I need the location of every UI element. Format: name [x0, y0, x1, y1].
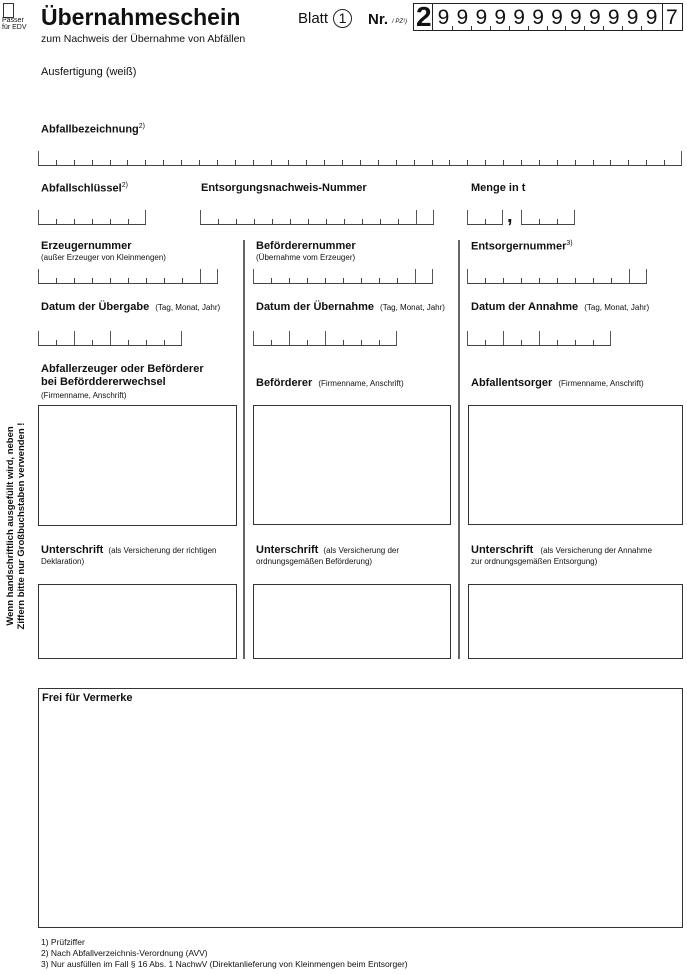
comb-tick	[503, 278, 504, 283]
digit-tick	[641, 26, 642, 30]
comb-tick	[128, 340, 129, 345]
comb-tick	[56, 160, 57, 165]
comb-tick	[326, 219, 327, 224]
comb-tick	[539, 160, 540, 165]
comb-tick	[629, 269, 630, 283]
takeover-date-hint: (Tag, Monat, Jahr)	[380, 303, 445, 312]
digit-tick	[622, 26, 623, 30]
comb-edge	[574, 210, 575, 224]
comb-tick	[575, 160, 576, 165]
document-number-digit: 9	[456, 6, 469, 29]
comb-tick	[503, 160, 504, 165]
disposer-address-label	[471, 377, 644, 389]
document-number-digit: 9	[570, 6, 582, 29]
comb-tick	[343, 340, 344, 345]
carrier-signature-hint-line2: ordnungsgemäßen Beförderung)	[256, 557, 373, 566]
handover-date-label-text: Datum der Übergabe	[41, 301, 150, 313]
comb-tick	[289, 278, 290, 283]
comb-edge	[467, 331, 468, 345]
comb-tick	[361, 340, 362, 345]
document-number-prefix: 2	[416, 1, 432, 32]
footnote-1: 1) Prüfziffer	[41, 937, 85, 947]
producer-signature-label-text: Unterschrift	[41, 544, 104, 556]
comb-tick	[467, 160, 468, 165]
comb-tick	[398, 219, 399, 224]
comb-tick	[128, 219, 129, 224]
handover-date-label	[41, 301, 220, 313]
comb-tick	[200, 269, 201, 283]
comb-tick	[342, 160, 343, 165]
column-divider-2	[458, 240, 460, 659]
sheet-label: Blatt	[298, 10, 329, 27]
document-number-digit: 9	[494, 6, 507, 29]
comb-tick	[217, 160, 218, 165]
comb-edge	[200, 210, 201, 224]
comb-tick	[415, 269, 416, 283]
comb-tick	[416, 210, 417, 224]
digit-tick	[528, 26, 529, 30]
comb-edge	[253, 331, 254, 345]
disposer-address-label-text: Abfallentsorger	[471, 377, 553, 389]
comb-tick	[92, 340, 93, 345]
comb-tick	[593, 278, 594, 283]
column-divider-1	[243, 240, 245, 659]
carrier-number-hint: (Übernahme vom Erzeuger)	[256, 253, 356, 262]
comb-tick	[432, 160, 433, 165]
comb-tick	[110, 219, 111, 224]
comb-tick	[127, 160, 128, 165]
comb-tick	[344, 219, 345, 224]
carrier-signature-hint: (als Versicherung der	[323, 546, 399, 555]
carrier-signature-label-text: Unterschrift	[256, 544, 319, 556]
comb-tick	[146, 278, 147, 283]
comb-tick	[379, 278, 380, 283]
comb-tick	[272, 219, 273, 224]
comb-edge	[467, 269, 468, 283]
comb-tick	[449, 160, 450, 165]
carrier-number-label: Beförderernummer	[256, 240, 356, 252]
comb-tick	[521, 278, 522, 283]
document-number-digit: 9	[588, 6, 601, 29]
passer-box	[3, 3, 14, 18]
comb-tick	[271, 160, 272, 165]
comb-tick	[164, 278, 165, 283]
comb-tick	[485, 278, 486, 283]
digit-tick	[452, 26, 453, 30]
digit-tick	[584, 26, 585, 30]
acceptance-date-label-text: Datum der Annahme	[471, 301, 579, 313]
quantity-decimal-field[interactable]	[521, 211, 575, 225]
comb-tick	[539, 331, 540, 345]
comb-tick	[110, 160, 111, 165]
carrier-address-label-text: Beförderer	[256, 377, 313, 389]
comb-tick	[92, 219, 93, 224]
acceptance-date-label	[471, 301, 649, 313]
digit-tick	[547, 26, 548, 30]
comb-tick	[308, 219, 309, 224]
comb-tick	[56, 278, 57, 283]
comb-tick	[271, 340, 272, 345]
comb-tick	[539, 219, 540, 224]
comb-tick	[343, 278, 344, 283]
comb-tick	[593, 160, 594, 165]
comb-tick	[74, 160, 75, 165]
comb-tick	[324, 160, 325, 165]
digit-tick	[603, 26, 604, 30]
comb-tick	[164, 340, 165, 345]
comb-tick	[414, 160, 415, 165]
passer-label	[2, 17, 27, 31]
comb-tick	[646, 160, 647, 165]
comb-edge	[433, 210, 434, 224]
comb-edge	[681, 151, 682, 165]
takeover-date-field[interactable]	[253, 332, 397, 346]
number-hint: / PZ¹)	[392, 19, 407, 25]
disposal-proof-number-field[interactable]	[200, 211, 434, 225]
carrier-address-hint: (Firmenname, Anschrift)	[318, 379, 404, 388]
comb-edge	[646, 269, 647, 283]
comb-tick	[289, 331, 290, 345]
comb-tick	[539, 278, 540, 283]
comb-tick	[557, 219, 558, 224]
document-number-digit: 9	[513, 6, 525, 29]
comb-tick	[307, 340, 308, 345]
footnotes	[41, 937, 408, 970]
comb-edge	[467, 210, 468, 224]
producer-signature-hint-line2: Deklaration)	[41, 557, 85, 566]
disposer-signature-hint-line2: zur ordnungsgemäßen Entsorgung)	[471, 557, 598, 566]
document-number-digit: 9	[645, 6, 658, 29]
carrier-address-box[interactable]	[253, 405, 451, 525]
comb-tick	[145, 160, 146, 165]
waste-code-label-text: Abfallschlüssel	[41, 182, 122, 195]
comb-tick	[325, 331, 326, 345]
comb-edge	[38, 331, 39, 345]
disposer-number-label-text: Entsorgernummer	[471, 240, 567, 253]
quantity-integer-field[interactable]	[467, 211, 503, 225]
comb-tick	[56, 340, 57, 345]
disposer-address-hint: (Firmenname, Anschrift)	[558, 379, 644, 388]
copy-label: Ausfertigung (weiß)	[41, 66, 137, 78]
document-number-digit: 9	[607, 6, 620, 29]
comb-tick	[593, 340, 594, 345]
comb-tick	[557, 278, 558, 283]
comb-tick	[380, 219, 381, 224]
comb-tick	[325, 278, 326, 283]
carrier-address-label	[256, 377, 404, 389]
comb-edge	[38, 151, 39, 165]
footnote-ref: 3)	[566, 240, 573, 247]
waste-designation-label	[41, 123, 145, 136]
waste-code-field[interactable]	[38, 211, 146, 225]
comb-tick	[290, 219, 291, 224]
comb-edge	[181, 331, 182, 345]
comb-tick	[146, 340, 147, 345]
comb-tick	[110, 278, 111, 283]
footnote-3: 3) Nur ausfüllen im Fall § 16 Abs. 1 NachwV (Direktanlieferung von Kleinmengen beim Entsorger)	[41, 959, 408, 969]
remarks-box[interactable]	[38, 688, 683, 928]
digit-tick	[565, 26, 566, 30]
comb-tick	[199, 160, 200, 165]
comb-tick	[575, 340, 576, 345]
comb-edge	[38, 210, 39, 224]
comb-tick	[110, 331, 111, 345]
comb-tick	[628, 160, 629, 165]
comb-tick	[92, 160, 93, 165]
comb-tick	[218, 219, 219, 224]
comb-tick	[182, 278, 183, 283]
side-note	[5, 376, 27, 676]
document-number-digit: 9	[475, 6, 488, 29]
comb-tick	[378, 160, 379, 165]
comb-tick	[236, 219, 237, 224]
producer-address-label	[41, 363, 204, 389]
comb-edge	[432, 269, 433, 283]
check-digit-divider	[662, 4, 663, 30]
comb-tick	[181, 160, 182, 165]
digit-tick	[490, 26, 491, 30]
comb-edge	[253, 269, 254, 283]
quantity-label: Menge in t	[471, 182, 526, 194]
digit-tick	[471, 26, 472, 30]
comb-tick	[74, 219, 75, 224]
comb-tick	[361, 278, 362, 283]
producer-signature-label	[41, 544, 216, 556]
takeover-date-label	[256, 301, 445, 313]
form-title: Übernahmeschein	[41, 4, 241, 30]
footnote-ref: 2)	[138, 123, 146, 130]
comb-tick	[557, 160, 558, 165]
form-subtitle: zum Nachweis der Übernahme von Abfällen	[41, 33, 246, 45]
comb-edge	[396, 331, 397, 345]
comb-tick	[254, 219, 255, 224]
sheet-number: 1	[338, 10, 347, 26]
passer-label-line2: für EDV	[2, 24, 27, 31]
disposer-signature-box[interactable]	[468, 584, 683, 659]
disposer-signature-hint: (als Versicherung der Annahme	[540, 546, 653, 555]
disposer-signature-label-text: Unterschrift	[471, 544, 534, 556]
producer-address-box[interactable]	[38, 405, 237, 526]
comb-tick	[575, 278, 576, 283]
producer-signature-box[interactable]	[38, 584, 237, 659]
comb-tick	[557, 340, 558, 345]
producer-address-label-line1: Abfallerzeuger oder Beförderer	[41, 363, 204, 375]
document-number-digits	[433, 4, 660, 30]
comb-tick	[271, 278, 272, 283]
producer-number-label: Erzeugernummer	[41, 240, 132, 252]
document-number-field[interactable]	[413, 3, 683, 31]
disposer-number-field[interactable]	[467, 270, 647, 284]
comb-tick	[306, 160, 307, 165]
comb-tick	[163, 160, 164, 165]
handover-date-hint: (Tag, Monat, Jahr)	[155, 303, 221, 312]
acceptance-date-hint: (Tag, Monat, Jahr)	[584, 303, 650, 312]
quantity-decimal-separator: ,	[507, 205, 513, 227]
takeover-date-label-text: Datum der Übernahme	[256, 301, 374, 313]
comb-tick	[485, 340, 486, 345]
comb-tick	[235, 160, 236, 165]
comb-tick	[503, 331, 504, 345]
footnote-2: 2) Nach Abfallverzeichnis-Verordnung (AVV)	[41, 948, 208, 958]
document-number-digit: 9	[551, 6, 563, 29]
waste-designation-field[interactable]	[38, 152, 682, 166]
acceptance-date-field[interactable]	[467, 332, 611, 346]
passer-label-line1: Passer	[2, 17, 24, 24]
remarks-label: Frei für Vermerke	[42, 692, 133, 704]
comb-tick	[485, 160, 486, 165]
digit-tick	[509, 26, 510, 30]
comb-tick	[307, 278, 308, 283]
producer-number-hint: (außer Erzeuger von Kleinmengen)	[41, 253, 166, 262]
comb-tick	[611, 278, 612, 283]
comb-tick	[56, 219, 57, 224]
check-digit: 7	[666, 6, 678, 29]
disposal-proof-number-label: Entsorgungsnachweis-Nummer	[201, 182, 367, 194]
comb-tick	[362, 219, 363, 224]
disposer-number-label	[471, 240, 573, 253]
comb-tick	[521, 160, 522, 165]
handover-date-field[interactable]	[38, 332, 182, 346]
document-number-digit: 9	[532, 6, 544, 29]
producer-address-hint: (Firmenname, Anschrift)	[41, 391, 127, 400]
comb-edge	[502, 210, 503, 224]
comb-edge	[610, 331, 611, 345]
sheet-number-badge	[333, 9, 352, 28]
comb-tick	[379, 340, 380, 345]
comb-tick	[74, 278, 75, 283]
comb-tick	[521, 340, 522, 345]
comb-tick	[253, 160, 254, 165]
carrier-number-field[interactable]	[253, 270, 433, 284]
producer-signature-hint: (als Versicherung der richtigen	[108, 546, 217, 555]
document-number-digit: 9	[626, 6, 639, 29]
producer-address-label-line2: bei Beförddererwechsel	[41, 376, 166, 388]
comb-tick	[664, 160, 665, 165]
comb-tick	[288, 160, 289, 165]
carrier-signature-box[interactable]	[253, 584, 451, 659]
comb-tick	[485, 219, 486, 224]
waste-designation-label-text: Abfallbezeichnung	[41, 123, 139, 136]
comb-edge	[521, 210, 522, 224]
comb-edge	[217, 269, 218, 283]
waste-code-label	[41, 182, 128, 195]
comb-tick	[92, 278, 93, 283]
document-number-digit: 9	[437, 6, 450, 29]
comb-edge	[145, 210, 146, 224]
carrier-signature-label	[256, 544, 399, 556]
comb-edge	[38, 269, 39, 283]
comb-tick	[128, 278, 129, 283]
producer-number-field[interactable]	[38, 270, 218, 284]
comb-tick	[360, 160, 361, 165]
disposer-signature-label	[471, 544, 652, 556]
footnote-ref: 2)	[121, 182, 128, 189]
disposer-address-box[interactable]	[468, 405, 683, 525]
comb-tick	[610, 160, 611, 165]
comb-tick	[397, 278, 398, 283]
side-note-line1: Wenn handschriftlich ausgefüllt wird, neben	[5, 426, 16, 626]
comb-tick	[396, 160, 397, 165]
side-note-line2: Ziffern bitte nur Großbuchstaben verwenden !	[16, 422, 27, 630]
comb-tick	[74, 331, 75, 345]
number-label: Nr.	[368, 11, 389, 28]
